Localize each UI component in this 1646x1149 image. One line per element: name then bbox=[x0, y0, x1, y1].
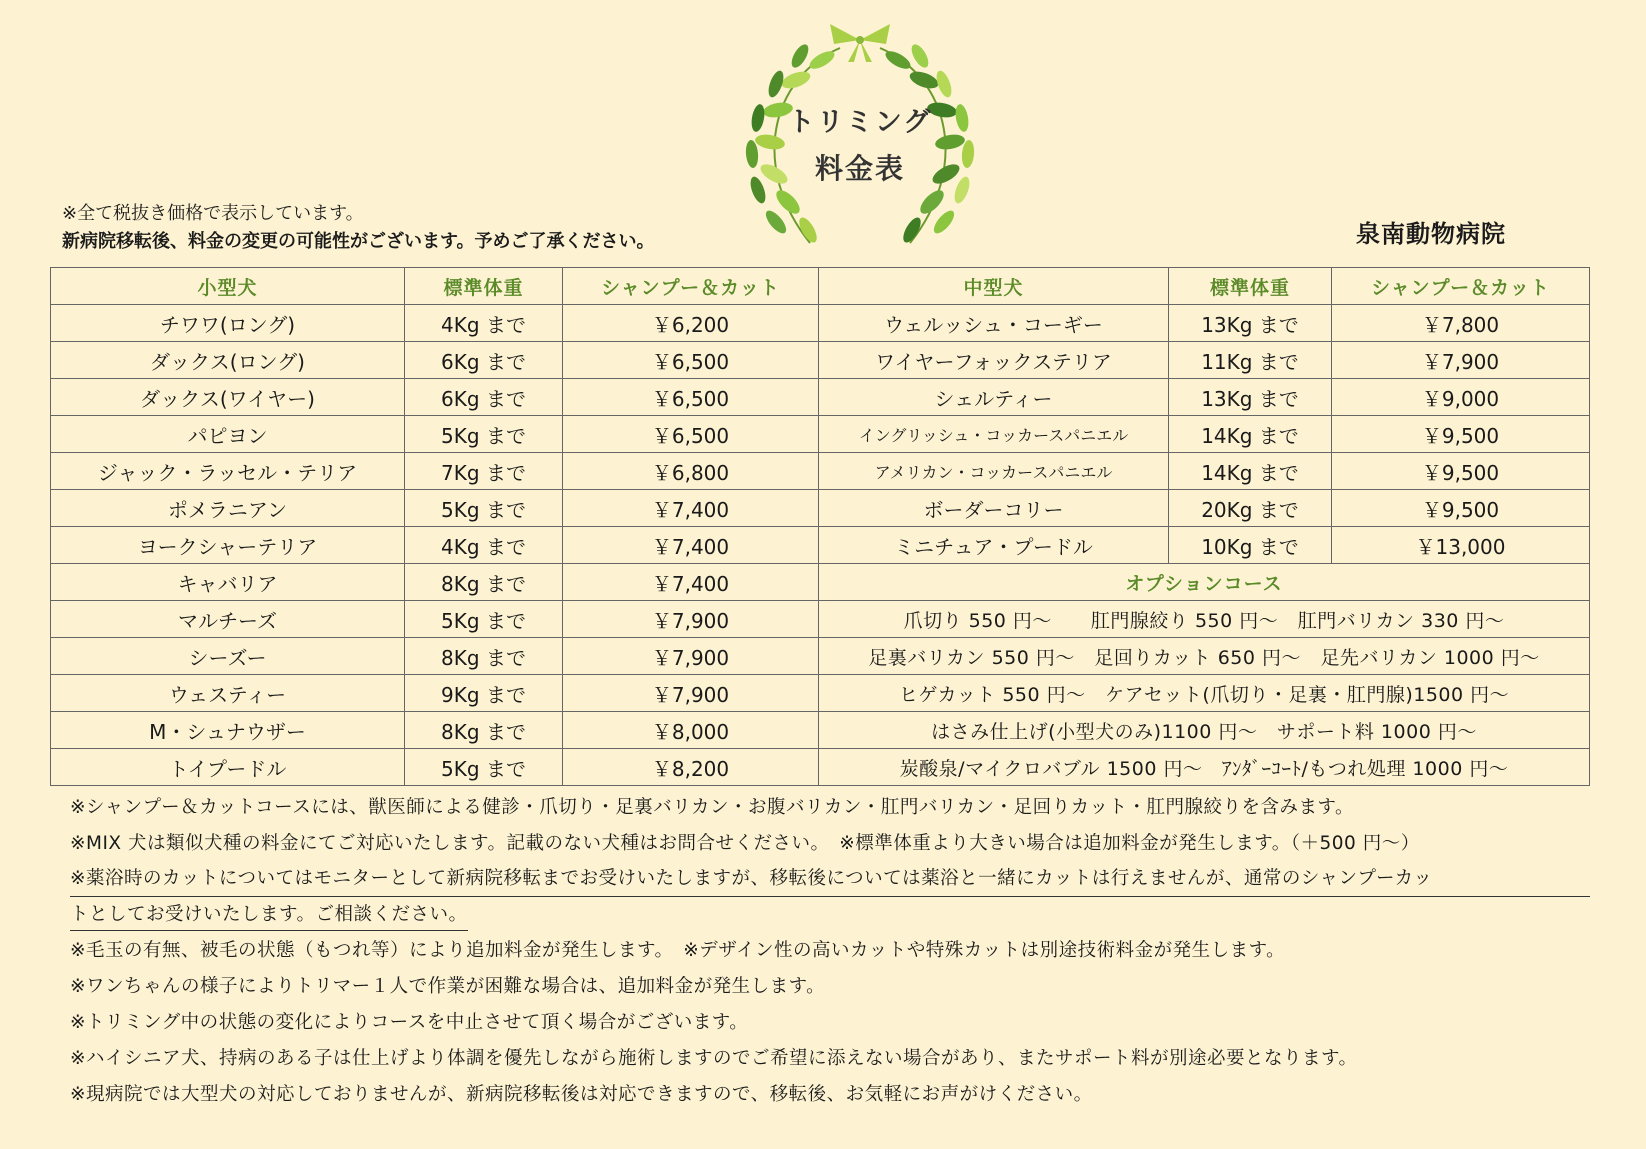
footer-note: ※現病院では大型犬の対応しておりませんが、新病院移転後は対応できますので、移転後、お気軽にお声がけください。 bbox=[70, 1084, 1093, 1105]
small-weight: 4Kg まで bbox=[405, 305, 563, 342]
table-row bbox=[51, 749, 1590, 786]
medium-weight: 14Kg まで bbox=[1169, 416, 1332, 453]
table-row bbox=[51, 379, 1590, 416]
small-breed: キャバリア bbox=[51, 564, 405, 601]
small-breed: ジャック・ラッセル・テリア bbox=[51, 453, 405, 490]
small-weight: 4Kg まで bbox=[405, 527, 563, 564]
page-title bbox=[760, 100, 960, 192]
medium-breed: ワイヤーフォックステリア bbox=[819, 342, 1169, 379]
small-breed: ポメラニアン bbox=[51, 490, 405, 527]
small-weight: 5Kg まで bbox=[405, 416, 563, 453]
footer-notes bbox=[70, 790, 1590, 1113]
relocation-note: 新病院移転後、料金の変更の可能性がございます。予めご了承ください。 bbox=[62, 231, 655, 252]
small-price: ￥6,200 bbox=[563, 305, 819, 342]
table-row bbox=[51, 638, 1590, 675]
small-weight: 7Kg まで bbox=[405, 453, 563, 490]
small-breed: ダックス(ワイヤー) bbox=[51, 379, 405, 416]
clinic-name: 泉南動物病院 bbox=[1356, 220, 1506, 248]
option-course-title: オプションコース bbox=[819, 564, 1590, 601]
option-line: ヒゲカット 550 円～ ケアセット(爪切り・足裏・肛門腺)1500 円～ bbox=[819, 675, 1590, 712]
medium-breed: ミニチュア・プードル bbox=[819, 527, 1169, 564]
medium-breed: ボーダーコリー bbox=[819, 490, 1169, 527]
medium-price: ￥9,000 bbox=[1332, 379, 1590, 416]
small-price: ￥6,500 bbox=[563, 416, 819, 453]
small-price: ￥7,900 bbox=[563, 601, 819, 638]
medium-dog-header: 中型犬 bbox=[819, 268, 1169, 305]
small-breed: シーズー bbox=[51, 638, 405, 675]
small-price: ￥7,900 bbox=[563, 638, 819, 675]
small-price: ￥7,900 bbox=[563, 675, 819, 712]
medium-weight: 13Kg まで bbox=[1169, 305, 1332, 342]
table-row bbox=[51, 305, 1590, 342]
medium-price: ￥13,000 bbox=[1332, 527, 1590, 564]
table-row bbox=[51, 490, 1590, 527]
table-row bbox=[51, 712, 1590, 749]
table-row bbox=[51, 453, 1590, 490]
small-price: ￥6,500 bbox=[563, 379, 819, 416]
footer-note-underlined-cont: トとしてお受けいたします。ご相談ください。 bbox=[70, 900, 468, 931]
small-breed: ヨークシャーテリア bbox=[51, 527, 405, 564]
footer-note: ※ワンちゃんの様子によりトリマー１人で作業が困難な場合は、追加料金が発生します。 bbox=[70, 976, 826, 997]
small-price: ￥7,400 bbox=[563, 490, 819, 527]
footer-note: ※ハイシニア犬、持病のある子は仕上げより体調を優先しながら施術しますのでご希望に添えない場合があり、またサポート料が別途必要となります。 bbox=[70, 1048, 1358, 1069]
footer-note: ※毛玉の有無、被毛の状態（もつれ等）により追加料金が発生します。 ※デザイン性の高いカットや特殊カットは別途技術料金が発生します。 bbox=[70, 940, 1286, 961]
small-weight: 5Kg まで bbox=[405, 601, 563, 638]
small-weight-header: 標準体重 bbox=[405, 268, 563, 305]
footer-note: ※トリミング中の状態の変化によりコースを中止させて頂く場合がございます。 bbox=[70, 1012, 749, 1033]
small-weight: 5Kg まで bbox=[405, 490, 563, 527]
small-breed: トイプードル bbox=[51, 749, 405, 786]
top-notes bbox=[62, 200, 655, 256]
table-row bbox=[51, 527, 1590, 564]
option-line: 爪切り 550 円～ 肛門腺絞り 550 円～ 肛門バリカン 330 円～ bbox=[819, 601, 1590, 638]
table-row bbox=[51, 564, 1590, 601]
footer-note-underlined: ※薬浴時のカットについてはモニターとして新病院移転までお受けいたしますが、移転後については薬浴と一緒にカットは行えませんが、通常のシャンプーカッ bbox=[70, 862, 1590, 897]
footer-note: ※MIX 犬は類似犬種の料金にてご対応いたします。記載のない犬種はお問合せください。 ※標準体重より大きい場合は追加料金が発生します。（＋500 円～） bbox=[70, 833, 1420, 854]
medium-price: ￥7,800 bbox=[1332, 305, 1590, 342]
title-line-1: トリミング bbox=[787, 107, 933, 138]
small-price: ￥7,400 bbox=[563, 564, 819, 601]
small-breed: マルチーズ bbox=[51, 601, 405, 638]
medium-price: ￥9,500 bbox=[1332, 416, 1590, 453]
medium-breed: ウェルッシュ・コーギー bbox=[819, 305, 1169, 342]
medium-weight: 20Kg まで bbox=[1169, 490, 1332, 527]
small-price: ￥8,200 bbox=[563, 749, 819, 786]
price-table bbox=[50, 267, 1590, 786]
small-breed: パピヨン bbox=[51, 416, 405, 453]
medium-weight-header: 標準体重 bbox=[1169, 268, 1332, 305]
small-breed: ウェスティー bbox=[51, 675, 405, 712]
option-line: はさみ仕上げ(小型犬のみ)1100 円～ サポート料 1000 円～ bbox=[819, 712, 1590, 749]
medium-breed: アメリカン・コッカースパニエル bbox=[819, 453, 1169, 490]
medium-weight: 14Kg まで bbox=[1169, 453, 1332, 490]
small-price: ￥6,800 bbox=[563, 453, 819, 490]
table-row bbox=[51, 342, 1590, 379]
table-row bbox=[51, 675, 1590, 712]
table-header-row bbox=[51, 268, 1590, 305]
tax-note: ※全て税抜き価格で表示しています。 bbox=[62, 203, 364, 224]
medium-price: ￥7,900 bbox=[1332, 342, 1590, 379]
table-row bbox=[51, 416, 1590, 453]
small-weight: 6Kg まで bbox=[405, 342, 563, 379]
medium-weight: 13Kg まで bbox=[1169, 379, 1332, 416]
small-price: ￥8,000 bbox=[563, 712, 819, 749]
small-price: ￥7,400 bbox=[563, 527, 819, 564]
small-breed: チワワ(ロング) bbox=[51, 305, 405, 342]
small-dog-header: 小型犬 bbox=[51, 268, 405, 305]
small-breed: M・シュナウザー bbox=[51, 712, 405, 749]
medium-price: ￥9,500 bbox=[1332, 490, 1590, 527]
medium-breed: イングリッシュ・コッカースパニエル bbox=[819, 416, 1169, 453]
medium-weight: 11Kg まで bbox=[1169, 342, 1332, 379]
footer-note: ※シャンプー＆カットコースには、獣医師による健診・爪切り・足裏バリカン・お腹バリカン・肛門バリカン・足回りカット・肛門腺絞りを含みます。 bbox=[70, 797, 1355, 818]
small-weight: 8Kg まで bbox=[405, 638, 563, 675]
medium-price-header: シャンプー＆カット bbox=[1332, 268, 1590, 305]
title-line-2: 料金表 bbox=[814, 152, 905, 185]
option-line: 炭酸泉/マイクロバブル 1500 円～ ｱﾝﾀﾞｰｺｰﾄ/もつれ処理 1000 円～ bbox=[819, 749, 1590, 786]
option-line: 足裏バリカン 550 円～ 足回りカット 650 円～ 足先バリカン 1000 円～ bbox=[819, 638, 1590, 675]
table-row bbox=[51, 601, 1590, 638]
small-weight: 8Kg まで bbox=[405, 712, 563, 749]
medium-price: ￥9,500 bbox=[1332, 453, 1590, 490]
small-price: ￥6,500 bbox=[563, 342, 819, 379]
small-weight: 5Kg まで bbox=[405, 749, 563, 786]
small-weight: 9Kg まで bbox=[405, 675, 563, 712]
small-price-header: シャンプー＆カット bbox=[563, 268, 819, 305]
medium-breed: シェルティー bbox=[819, 379, 1169, 416]
small-breed: ダックス(ロング) bbox=[51, 342, 405, 379]
medium-weight: 10Kg まで bbox=[1169, 527, 1332, 564]
small-weight: 8Kg まで bbox=[405, 564, 563, 601]
small-weight: 6Kg まで bbox=[405, 379, 563, 416]
